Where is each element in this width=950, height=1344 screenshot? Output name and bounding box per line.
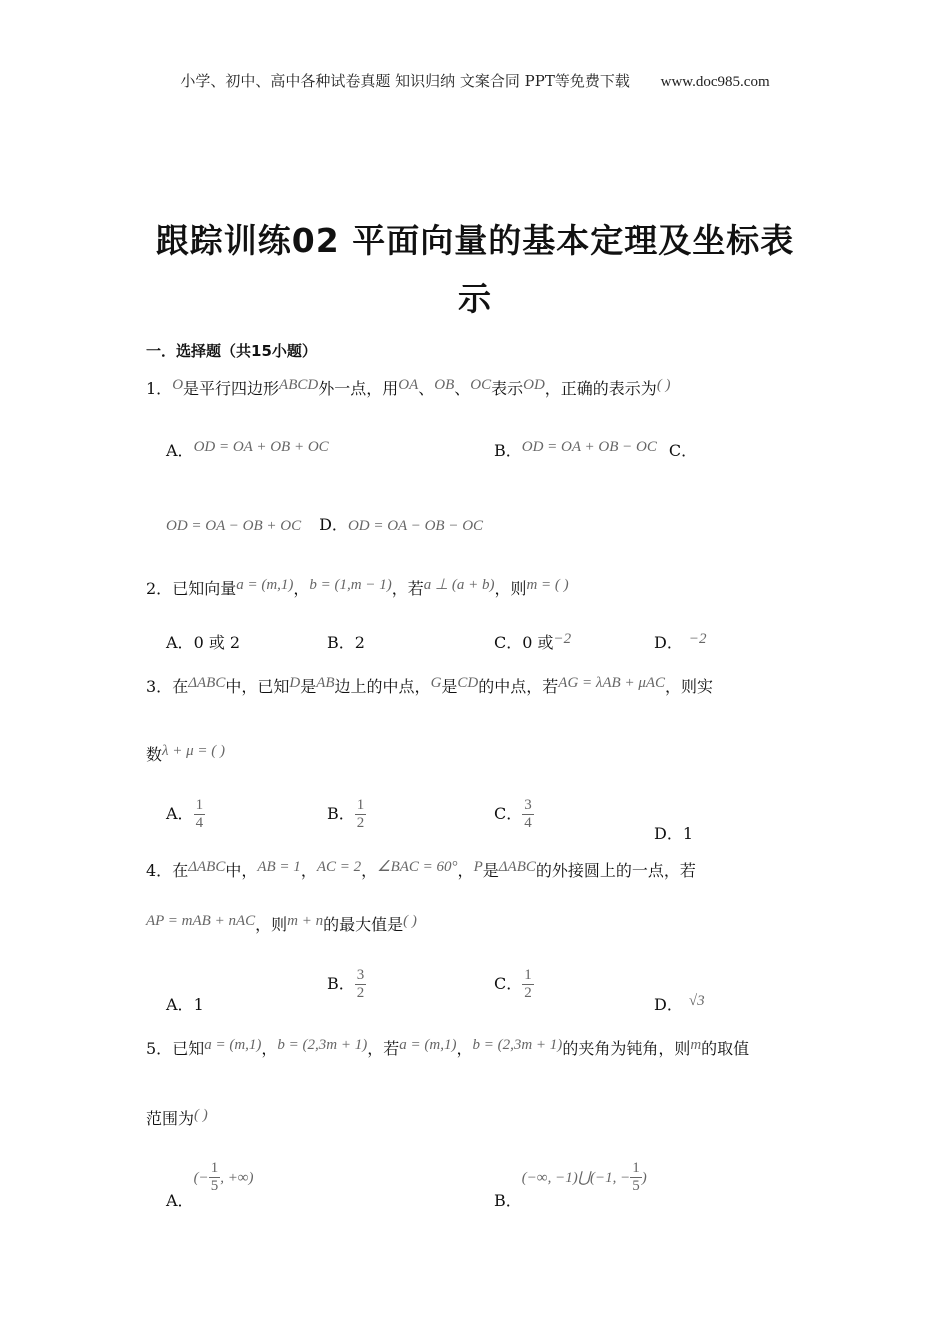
text: 的夹角为钝角，则 xyxy=(562,1039,691,1058)
option-value: 1 xyxy=(682,824,694,843)
option-label: A． xyxy=(166,995,194,1014)
text: 边上的中点， xyxy=(334,677,431,696)
text: 中，已知 xyxy=(225,677,290,696)
option-label: B． xyxy=(327,974,355,993)
numerator: 3 xyxy=(524,797,532,813)
text: 已知 xyxy=(172,1039,205,1058)
option-value: (− xyxy=(193,1170,209,1186)
question-2-stem xyxy=(146,576,569,599)
option-value: 0 或 2 xyxy=(193,633,241,652)
math: OB xyxy=(434,377,455,393)
text: 范围为 xyxy=(146,1109,195,1128)
question-5-option-a xyxy=(166,1160,254,1210)
section-heading: 一．选择题（共15小题） xyxy=(146,342,317,360)
math: OC xyxy=(470,377,492,393)
option-value: , +∞) xyxy=(220,1170,254,1186)
option-label: A． xyxy=(166,441,194,460)
question-1-option-a xyxy=(166,438,329,461)
math: AB xyxy=(316,675,335,691)
text: 数 xyxy=(146,745,163,764)
text: 外一点，用 xyxy=(318,379,399,398)
option-label: D． xyxy=(654,633,683,652)
fraction xyxy=(630,1160,642,1195)
math: a = (m,1) xyxy=(399,1037,457,1053)
numerator: 1 xyxy=(356,797,365,813)
question-5-option-b xyxy=(494,1160,647,1210)
math: ΔABC xyxy=(498,859,536,875)
text: ，若 xyxy=(391,579,424,598)
question-2-option-d xyxy=(654,630,706,653)
option-value: OD = OA + OB − OC xyxy=(521,439,657,455)
question-1-stem xyxy=(146,376,671,399)
option-value: OD = OA − OB + OC xyxy=(166,518,302,534)
math: CD xyxy=(457,675,479,691)
question-3-option-c xyxy=(494,797,534,832)
text: 是平行四边形 xyxy=(183,379,280,398)
math: ∠BAC = 60° xyxy=(377,859,458,875)
math: m + n xyxy=(287,913,324,929)
math: OA xyxy=(398,377,419,393)
denominator: 4 xyxy=(195,815,204,831)
question-2-option-b xyxy=(327,630,365,653)
numerator: 1 xyxy=(210,1160,219,1176)
option-label: C． xyxy=(494,974,523,993)
option-label: B． xyxy=(494,1191,522,1210)
text: ， xyxy=(456,1039,473,1058)
option-value: −2 xyxy=(553,631,572,647)
numerator: 1 xyxy=(632,1160,640,1176)
text: ，则 xyxy=(255,915,288,934)
answer-blank: λ + μ = ( ) xyxy=(162,743,226,759)
option-value: OD = OA − OB − OC xyxy=(347,518,484,534)
question-5-stem-cont xyxy=(146,1106,208,1129)
option-label: B． xyxy=(327,633,355,652)
math: ABCD xyxy=(279,377,319,393)
text: 的外接圆上的一点，若 xyxy=(535,861,696,880)
math: ΔABC xyxy=(188,859,226,875)
numerator: 1 xyxy=(195,797,204,813)
text: 是 xyxy=(300,677,317,696)
page-title: 跟踪训练02 平面向量的基本定理及坐标表示 xyxy=(155,221,795,318)
page-header xyxy=(0,70,950,91)
option-label: C． xyxy=(494,633,523,652)
denominator: 2 xyxy=(524,985,532,1001)
option-label: B． xyxy=(327,804,355,823)
fraction xyxy=(209,1160,221,1195)
question-4-option-c xyxy=(494,967,534,1002)
math: AC = 2 xyxy=(316,859,362,875)
question-number: 1． xyxy=(146,379,173,398)
math: AB = 1 xyxy=(257,859,301,875)
text: ，若 xyxy=(367,1039,400,1058)
fraction xyxy=(194,797,206,832)
question-2-option-a xyxy=(166,630,240,653)
option-label: D． xyxy=(319,515,348,534)
fraction xyxy=(522,797,534,832)
fraction xyxy=(522,967,534,1002)
math: AP = mAB + nAC xyxy=(146,913,256,929)
numerator: 1 xyxy=(524,967,532,983)
math: ΔABC xyxy=(188,675,226,691)
question-4-option-b xyxy=(327,967,366,1002)
option-value: −2 xyxy=(688,631,707,647)
text: 已知向量 xyxy=(172,579,237,598)
option-value: √3 xyxy=(688,993,705,1009)
text: 表示 xyxy=(491,379,524,398)
question-number: 4． xyxy=(146,861,173,880)
option-label: A． xyxy=(166,804,194,823)
option-label: A． xyxy=(166,1191,194,1210)
answer-blank: ( ) xyxy=(656,377,671,393)
text: ， xyxy=(361,861,378,880)
text: ， xyxy=(300,861,317,880)
option-value: ) xyxy=(641,1170,647,1186)
text: 的中点，若 xyxy=(478,677,559,696)
text: 在 xyxy=(172,677,189,696)
option-value: 0 或 xyxy=(522,633,554,652)
text: ，则实 xyxy=(665,677,714,696)
text: 是 xyxy=(482,861,499,880)
option-value: (−∞, −1)⋃(−1, − xyxy=(521,1170,631,1186)
answer-blank: ( ) xyxy=(194,1107,208,1123)
math: m xyxy=(690,1037,702,1053)
answer-blank: ( ) xyxy=(403,913,417,929)
fraction xyxy=(355,967,367,1002)
question-4-option-d xyxy=(654,992,705,1015)
math: b = (2,3m + 1) xyxy=(472,1037,563,1053)
option-label: A． xyxy=(166,633,194,652)
question-1-option-c xyxy=(166,512,483,535)
option-value: OD = OA + OB + OC xyxy=(193,439,329,455)
option-value: 1 xyxy=(193,995,204,1014)
math: G xyxy=(430,675,442,691)
option-label: C． xyxy=(494,804,523,823)
text: 、 xyxy=(454,379,471,398)
math: a ⊥ (a + b) xyxy=(423,577,495,593)
header-text: 小学、初中、高中各种试卷真题 知识归纳 文案合同 PPT等免费下载 xyxy=(180,72,630,90)
question-3-stem-cont xyxy=(146,742,225,765)
denominator: 2 xyxy=(356,985,365,1001)
text: ， xyxy=(457,861,474,880)
option-value: 2 xyxy=(354,633,365,652)
numerator: 3 xyxy=(356,967,365,983)
math: OD xyxy=(523,377,545,393)
text: ， xyxy=(261,1039,278,1058)
question-4-option-a xyxy=(166,992,204,1015)
text: ，则 xyxy=(494,579,527,598)
text: 的最大值是 xyxy=(323,915,404,934)
option-label: B． xyxy=(494,441,522,460)
question-number: 3． xyxy=(146,677,173,696)
math: P xyxy=(473,859,483,875)
denominator: 2 xyxy=(356,815,365,831)
text: ，正确的表示为 xyxy=(544,379,657,398)
header-site: www.doc985.com xyxy=(660,74,770,90)
math: a = (m,1) xyxy=(204,1037,262,1053)
option-label: D． xyxy=(654,995,683,1014)
math: b = (2,3m + 1) xyxy=(277,1037,368,1053)
question-number: 2． xyxy=(146,579,173,598)
question-3-stem xyxy=(146,674,713,697)
math: a = (m,1) xyxy=(236,577,294,593)
text: 的取值 xyxy=(701,1039,750,1058)
fraction xyxy=(355,797,367,832)
question-2-option-c xyxy=(494,630,571,653)
question-4-stem-cont xyxy=(146,912,417,935)
math: AG = λAB + μAC xyxy=(558,675,666,691)
option-label: D． xyxy=(654,824,683,843)
question-3-option-a xyxy=(166,797,205,832)
math: O xyxy=(172,377,184,393)
text: 、 xyxy=(418,379,435,398)
question-1-option-b xyxy=(494,438,697,461)
answer-blank: m = ( ) xyxy=(526,577,569,593)
math: b = (1,m − 1) xyxy=(309,577,392,593)
denominator: 5 xyxy=(210,1178,219,1194)
math: D xyxy=(289,675,301,691)
text: ， xyxy=(293,579,310,598)
question-number: 5． xyxy=(146,1039,173,1058)
denominator: 5 xyxy=(632,1178,640,1194)
text: 中， xyxy=(225,861,258,880)
text: 在 xyxy=(172,861,189,880)
question-3-option-b xyxy=(327,797,366,832)
option-label: C． xyxy=(668,441,698,460)
question-5-stem xyxy=(146,1036,749,1059)
text: 是 xyxy=(441,677,458,696)
denominator: 4 xyxy=(524,815,532,831)
question-3-option-d xyxy=(654,821,693,844)
question-4-stem xyxy=(146,858,696,881)
